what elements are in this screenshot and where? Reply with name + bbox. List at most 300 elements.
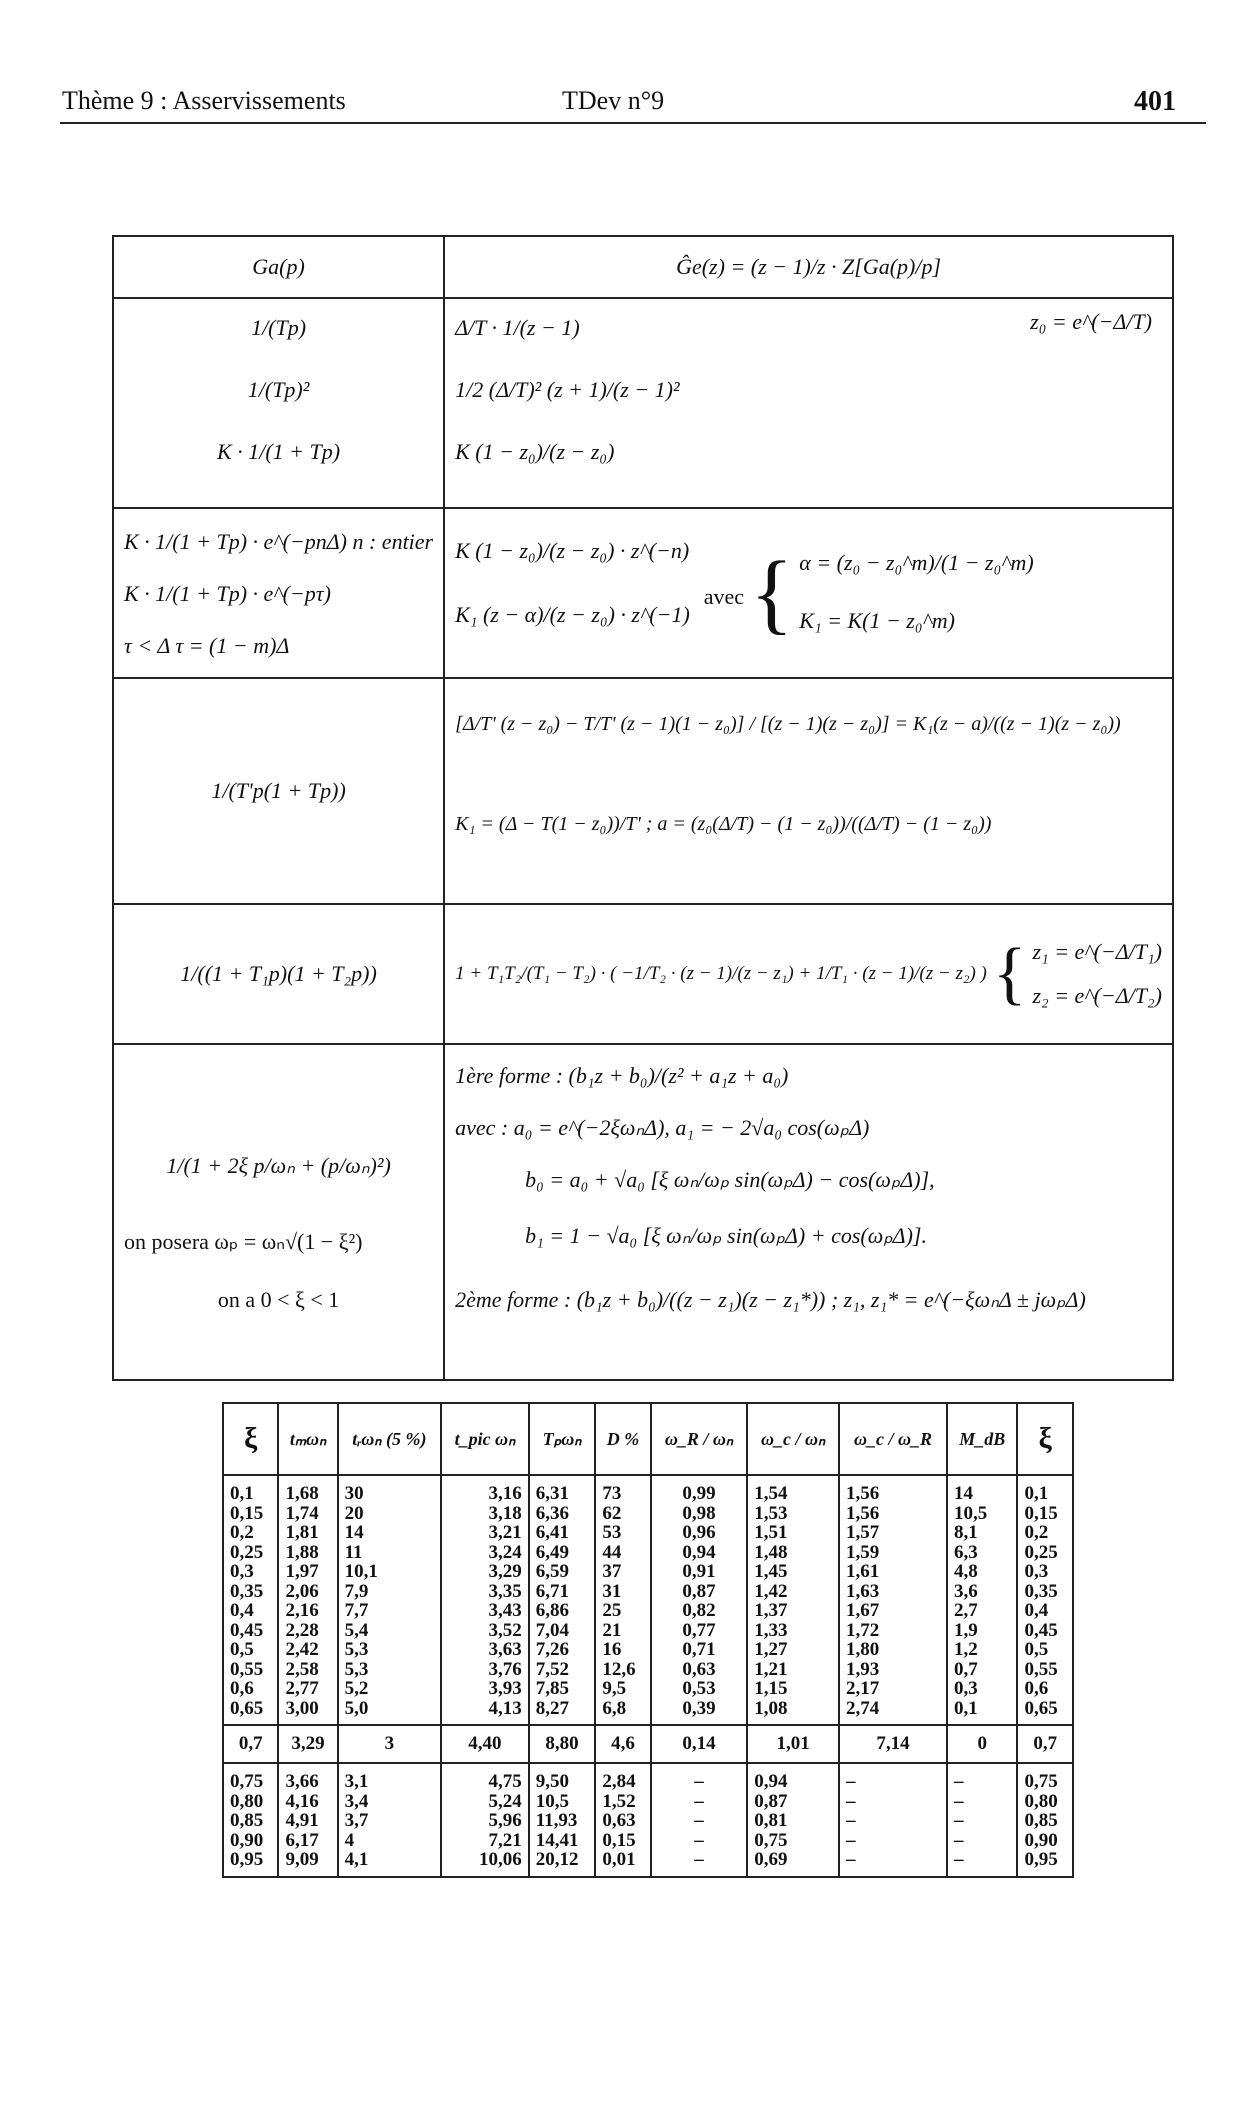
table-cell: 53 (602, 1522, 622, 1543)
table-cell: 1,51 (754, 1522, 788, 1543)
row1-r2: 1/2 (Δ/T)² (z + 1)/(z − 1)² (455, 377, 680, 402)
table-cell: 0,6 (1024, 1678, 1049, 1699)
table-cell: – (694, 1790, 704, 1812)
row2-l1: K · 1/(1 + Tp) · e^(−pnΔ) n : entier (124, 529, 434, 554)
table-cell: 0,99 (682, 1483, 716, 1504)
table-cell: 73 (602, 1483, 622, 1504)
table-cell: 3,35 (488, 1580, 522, 1602)
table-cell: 5,4 (344, 1619, 369, 1641)
second-order-response-table (222, 1402, 1074, 1878)
table-cell: 0,98 (682, 1502, 716, 1524)
table-cell: 0,87 (682, 1580, 716, 1602)
z1-definition: z₁ = e^(−Δ/T₁) (1032, 939, 1162, 964)
table-cell: – (954, 1829, 964, 1851)
row5-r3: b₀ = a₀ + √a₀ [ξ ωₙ/ωₚ sin(ωₚΔ) − cos(ωₚΔ)], (525, 1167, 935, 1192)
response-col-5 (595, 1763, 650, 1877)
table-cell: 9,09 (285, 1849, 319, 1870)
table-cell: 0,81 (754, 1810, 788, 1831)
response-col-1 (278, 1475, 337, 1725)
response-col-9 (947, 1475, 1017, 1725)
transform-row-5 (113, 1044, 1173, 1380)
table-cell: 0,4 (1024, 1600, 1049, 1621)
table-cell: – (694, 1849, 704, 1870)
table-cell: 4,1 (344, 1849, 369, 1870)
table-cell: 1,59 (846, 1541, 880, 1563)
table-cell: 0,90 (1024, 1829, 1058, 1851)
table-cell: 3,93 (488, 1678, 522, 1699)
table-cell: 1,93 (846, 1658, 880, 1680)
table-cell: 1,61 (846, 1561, 880, 1582)
table-cell: 0,94 (754, 1771, 788, 1792)
table-cell: 7,9 (344, 1580, 369, 1602)
table-cell: – (694, 1829, 704, 1851)
table-cell: 0,85 (1024, 1810, 1058, 1831)
table-cell: 0,90 (230, 1829, 264, 1851)
table-cell: – (846, 1829, 856, 1851)
response-col-7 (747, 1725, 839, 1763)
row5-r1: 1ère forme : (b₁z + b₀)/(z² + a₁z + a₀) (455, 1063, 789, 1088)
table-cell: 3,29 (291, 1733, 325, 1754)
table-cell: 0,1 (1024, 1483, 1049, 1504)
table-cell: 0,15 (230, 1502, 264, 1524)
table-cell: 8,1 (954, 1522, 978, 1543)
hdr-xi: ξ (223, 1403, 278, 1475)
table-cell: 2,7 (954, 1600, 978, 1621)
table-cell: 2,16 (285, 1600, 319, 1621)
table-cell: 0,63 (682, 1658, 716, 1680)
table-cell: 1,01 (776, 1733, 810, 1754)
table-cell: 0,15 (1024, 1502, 1058, 1524)
table-cell: – (694, 1810, 704, 1831)
table-cell: 5,3 (344, 1639, 369, 1660)
response-group-1 (223, 1475, 1073, 1725)
table-cell: 6,49 (535, 1541, 569, 1563)
table-cell: 0,7 (954, 1658, 978, 1680)
table-cell: 0,45 (230, 1619, 264, 1641)
table-cell: 0,3 (954, 1678, 978, 1699)
table-cell: 3,29 (488, 1561, 522, 1582)
transform-row-2 (113, 508, 1173, 678)
row5-r2: avec : a₀ = e^(−2ξωₙΔ), a₁ = − 2√a₀ cos(ωₚΔ) (455, 1115, 870, 1140)
table-cell: 14,41 (535, 1829, 579, 1851)
table-cell: 0,55 (1024, 1658, 1058, 1680)
table-cell: 1,21 (754, 1658, 788, 1680)
table-cell: 1,42 (754, 1580, 788, 1602)
table-cell: 5,2 (344, 1678, 369, 1699)
row2-left (113, 508, 444, 678)
table-cell: 3 (384, 1733, 395, 1754)
table-cell: 1,08 (754, 1697, 788, 1719)
table-cell: 3,1 (344, 1771, 369, 1792)
row3-r2: K₁ = (Δ − T(1 − z₀))/T' ; a = (z₀(Δ/T) − (1 − z₀))/((Δ/T) − (1 − z₀)) (455, 813, 992, 835)
table-cell: 20,12 (535, 1849, 579, 1870)
response-col-6 (651, 1725, 747, 1763)
table-cell: 12,6 (602, 1658, 636, 1680)
table-cell: 0,95 (1024, 1849, 1058, 1870)
table-cell: 7,04 (535, 1619, 569, 1641)
table-cell: 0,1 (954, 1697, 978, 1719)
table-cell: 0,3 (1024, 1561, 1049, 1582)
row4-right (444, 904, 1173, 1044)
table-cell: 14 (344, 1522, 364, 1543)
z-transform-table (112, 235, 1174, 1381)
response-group-3 (223, 1763, 1073, 1877)
table-cell: 0,87 (754, 1790, 788, 1812)
table-cell: 6,41 (535, 1522, 569, 1543)
response-col-9 (947, 1763, 1017, 1877)
response-col-6 (651, 1475, 747, 1725)
row4-r1: 1 + T₁T₂/(T₁ − T₂) · ( −1/T₂ · (z − 1)/(z − z₁) + 1/T₁ · (z − 1)/(z − z₂) ) (455, 963, 987, 984)
table-cell: 31 (602, 1580, 622, 1602)
row1-l1: 1/(Tp) (251, 315, 307, 340)
row3-r1: [Δ/T' (z − z₀) − T/T' (z − 1)(1 − z₀)] / [(z − 1)(z − z₀)] = K₁(z − a)/((z − 1)(z − z₀)) (455, 713, 1121, 735)
response-group-2 (223, 1725, 1073, 1763)
table-cell: 6,59 (535, 1561, 569, 1582)
curly-brace: { (750, 544, 794, 643)
table-cell: 0,3 (230, 1561, 254, 1582)
table-cell: 0,2 (230, 1522, 254, 1543)
table-cell: 6,17 (285, 1829, 319, 1851)
row1-left (113, 298, 444, 508)
response-col-3 (441, 1725, 529, 1763)
table-cell: 0,80 (1024, 1790, 1058, 1812)
row5-right (444, 1044, 1173, 1380)
table-cell: 1,33 (754, 1619, 788, 1641)
table-cell: 1,68 (285, 1483, 319, 1504)
response-col-2 (338, 1725, 442, 1763)
response-col-8 (839, 1475, 947, 1725)
table-cell: 1,63 (846, 1580, 880, 1602)
transform-row-1 (113, 298, 1173, 508)
table-cell: 1,80 (846, 1639, 880, 1660)
table-cell: 1,67 (846, 1600, 880, 1621)
table-cell: 0,94 (682, 1541, 716, 1563)
response-col-3 (441, 1763, 529, 1877)
row2-r1: K (1 − z₀)/(z − z₀) · z^(−n) (455, 538, 690, 563)
table-cell: 0,95 (230, 1849, 264, 1870)
table-cell: 0,6 (230, 1678, 254, 1699)
table-cell: – (954, 1771, 964, 1792)
row1-l3: K · 1/(1 + Tp) (217, 439, 341, 464)
table-cell: 1,15 (754, 1678, 788, 1699)
table-cell: 6,3 (954, 1541, 978, 1563)
table-cell: 14 (954, 1483, 974, 1504)
handwritten-note: ; z₁, z₁* = e^(−ξωₙΔ ± jωₚΔ) (830, 1287, 1086, 1312)
z0-definition: z₀ = e^(−Δ/T) (1030, 309, 1152, 334)
table-cell: 0,2 (1024, 1522, 1049, 1543)
table-cell: 0,5 (230, 1639, 254, 1660)
table-cell: 1,56 (846, 1483, 880, 1504)
table-cell: 2,17 (846, 1678, 880, 1699)
table-cell: 1,97 (285, 1561, 319, 1582)
table-cell: 4,16 (285, 1790, 319, 1812)
table-cell: 0,4 (230, 1600, 254, 1621)
table-cell: 0,96 (682, 1522, 716, 1543)
table-cell: – (846, 1810, 856, 1831)
response-col-1 (278, 1763, 337, 1877)
table-cell: 4,13 (488, 1697, 522, 1719)
response-col-1 (278, 1725, 337, 1763)
row5-r4: b₁ = 1 − √a₀ [ξ ωₙ/ωₚ sin(ωₚΔ) + cos(ωₚΔ)]. (525, 1223, 927, 1248)
row5-left (113, 1044, 444, 1380)
table-cell: 0,7 (1033, 1733, 1058, 1754)
table-cell: 37 (602, 1561, 622, 1582)
row5-l3: on a 0 < ξ < 1 (217, 1287, 340, 1312)
table-cell: 3,24 (488, 1541, 522, 1563)
table-cell: 1,53 (754, 1502, 788, 1524)
table-cell: 6,8 (602, 1697, 627, 1719)
table-cell: 1,81 (285, 1522, 319, 1543)
table-cell: 10,06 (478, 1849, 522, 1870)
avec-label: avec (703, 584, 745, 609)
response-col-0 (223, 1475, 278, 1725)
table-cell: 1,2 (954, 1639, 978, 1660)
table-cell: – (846, 1790, 856, 1812)
table-cell: 1,52 (602, 1790, 636, 1812)
table-cell: 4,75 (488, 1771, 522, 1792)
row1-r1: Δ/T · 1/(z − 1) (455, 315, 580, 340)
table-cell: 0,55 (230, 1658, 264, 1680)
response-col-10 (1017, 1475, 1073, 1725)
second-form: 2ème forme : (b₁z + b₀)/((z − z₁)(z − z₁*)) (455, 1287, 826, 1312)
table-cell: 0,14 (682, 1733, 716, 1754)
table-cell: 0,35 (230, 1580, 264, 1602)
table-cell: 30 (344, 1483, 364, 1504)
table-cell: 1,48 (754, 1541, 788, 1563)
table-cell: 4,8 (954, 1561, 978, 1582)
table-cell: 7,52 (535, 1658, 569, 1680)
table-cell: 0,25 (230, 1541, 264, 1563)
hdr-tr: tᵣωₙ (5 %) (338, 1403, 442, 1475)
response-col-2 (338, 1763, 442, 1877)
table-cell: 7,7 (344, 1600, 369, 1621)
table-cell: 0,5 (1024, 1639, 1049, 1660)
row5-l2: on posera ωₚ = ωₙ√(1 − ξ²) (124, 1229, 363, 1254)
row2-l2: K · 1/(1 + Tp) · e^(−pτ) (124, 581, 331, 606)
col-header-ga: Ga(p) (113, 236, 444, 298)
response-col-4 (529, 1763, 596, 1877)
response-col-10 (1017, 1763, 1073, 1877)
table-cell: 6,31 (535, 1483, 569, 1504)
table-cell: 0,65 (230, 1697, 264, 1719)
table-cell: 1,54 (754, 1483, 788, 1504)
table-cell: – (846, 1771, 856, 1792)
table-cell: 0,71 (682, 1639, 716, 1660)
table-cell: 44 (602, 1541, 622, 1563)
table-cell: 0,7 (238, 1733, 263, 1754)
table-cell: 6,71 (535, 1580, 569, 1602)
table-cell: 10,5 (535, 1790, 569, 1812)
alpha-definition: α = (z₀ − z₀^m)/(1 − z₀^m) (799, 550, 1034, 575)
table-cell: 0,69 (754, 1849, 788, 1870)
table-cell: 2,42 (285, 1639, 319, 1660)
table-cell: 4,91 (285, 1810, 319, 1831)
table-cell: 0,35 (1024, 1580, 1058, 1602)
table-cell: 5,0 (344, 1697, 369, 1719)
table-cell: 0,45 (1024, 1619, 1058, 1641)
response-col-9 (947, 1725, 1017, 1763)
table-cell: 3,00 (285, 1697, 319, 1719)
table-cell: 2,06 (285, 1580, 319, 1602)
table-cell: 6,86 (535, 1600, 569, 1621)
response-col-6 (651, 1763, 747, 1877)
table-cell: 1,27 (754, 1639, 788, 1660)
page-number: 401 (1134, 86, 1176, 117)
response-col-8 (839, 1725, 947, 1763)
hdr-wr-wn: ω_R / ωₙ (651, 1403, 747, 1475)
row4-left: 1/((1 + T₁p)(1 + T₂p)) (113, 904, 444, 1044)
table-cell: – (954, 1790, 964, 1812)
row3-right (444, 678, 1173, 904)
table-cell: 3,16 (488, 1483, 522, 1504)
transform-row-3 (113, 678, 1173, 904)
response-table-body (223, 1475, 1073, 1877)
table-cell: 6,36 (535, 1502, 569, 1524)
table-cell: 5,3 (344, 1658, 369, 1680)
response-col-5 (595, 1725, 650, 1763)
row2-r2: K₁ (z − α)/(z − z₀) · z^(−1) (455, 602, 690, 627)
response-col-10 (1017, 1725, 1073, 1763)
row5-l1: 1/(1 + 2ξ p/ωₙ + (p/ωₙ)²) (166, 1153, 391, 1178)
row2-right (444, 508, 1173, 678)
table-cell: 5,96 (488, 1810, 522, 1831)
table-cell: 8,27 (535, 1697, 569, 1719)
transform-row-4 (113, 904, 1173, 1044)
curly-brace-2: { (992, 935, 1027, 1012)
response-col-2 (338, 1475, 442, 1725)
table-cell: 1,37 (754, 1600, 788, 1621)
hdr-wc-wn: ω_c / ωₙ (747, 1403, 839, 1475)
table-cell: 2,74 (846, 1697, 880, 1719)
table-cell: 0,39 (682, 1697, 716, 1719)
row1-l2: 1/(Tp)² (247, 377, 310, 402)
header-exercise: TDev n°9 (562, 86, 665, 115)
response-col-0 (223, 1725, 278, 1763)
table-cell: 0,75 (754, 1829, 788, 1851)
table-cell: – (846, 1849, 856, 1870)
table-cell: 3,43 (488, 1600, 522, 1621)
response-col-4 (529, 1475, 596, 1725)
hdr-wc-wr: ω_c / ω_R (839, 1403, 947, 1475)
table-cell: 10,1 (344, 1561, 378, 1582)
table-cell: 2,28 (285, 1619, 319, 1641)
hdr-tm: tₘωₙ (278, 1403, 337, 1475)
table-cell: 1,45 (754, 1561, 788, 1582)
col-header-ge: Ĝe(z) = (z − 1)/z · Z[Ga(p)/p] (444, 236, 1173, 298)
table-cell: 0,82 (682, 1600, 716, 1621)
table-cell: 7,21 (488, 1829, 522, 1851)
table-cell: 0,1 (230, 1483, 254, 1504)
table-cell: 7,85 (535, 1678, 569, 1699)
table-cell: 4,40 (468, 1733, 502, 1754)
table-cell: – (954, 1849, 964, 1870)
table-cell: 0,75 (1024, 1771, 1058, 1792)
table-cell: 11,93 (535, 1810, 578, 1831)
table-cell: 10,5 (954, 1502, 988, 1524)
table-cell: 1,57 (846, 1522, 880, 1543)
hdr-xi-right: ξ (1017, 1403, 1073, 1475)
table-cell: 25 (602, 1600, 622, 1621)
header-theme: Thème 9 : Asservissements (62, 86, 346, 115)
table-cell: 3,21 (488, 1522, 522, 1543)
table-cell: 3,4 (344, 1790, 369, 1812)
table-cell: 1,74 (285, 1502, 319, 1524)
hdr-mdb: M_dB (947, 1403, 1017, 1475)
table-cell: 0,75 (230, 1771, 264, 1792)
table-cell: 3,63 (488, 1639, 522, 1660)
table-cell: 0,25 (1024, 1541, 1058, 1563)
table-cell: 9,50 (535, 1771, 569, 1792)
response-col-4 (529, 1725, 596, 1763)
table-cell: 3,18 (488, 1502, 522, 1524)
table-cell: 3,66 (285, 1771, 319, 1792)
table-cell: 5,24 (488, 1790, 522, 1812)
table-cell: 2,77 (285, 1678, 319, 1699)
response-col-0 (223, 1763, 278, 1877)
table-cell: 0,15 (602, 1829, 636, 1851)
table-cell: 0,63 (602, 1810, 636, 1831)
table-cell: – (694, 1771, 704, 1792)
table-cell: 0,77 (682, 1619, 716, 1641)
table-cell: 0,80 (230, 1790, 264, 1812)
table-cell: – (954, 1810, 964, 1831)
table-cell: 0,91 (682, 1561, 716, 1582)
response-col-7 (747, 1475, 839, 1725)
table-cell: 0,53 (682, 1678, 716, 1699)
response-header-row (223, 1403, 1073, 1475)
row1-r3: K (1 − z₀)/(z − z₀) (455, 439, 615, 464)
table-cell: 7,26 (535, 1639, 569, 1660)
table-cell: 3,52 (488, 1619, 522, 1641)
hdr-tpic: t_pic ωₙ (441, 1403, 529, 1475)
row2-l3: τ < Δ τ = (1 − m)Δ (124, 633, 290, 658)
response-col-7 (747, 1763, 839, 1877)
table-cell: 2,58 (285, 1658, 319, 1680)
response-col-5 (595, 1475, 650, 1725)
table-cell: 8,80 (545, 1733, 579, 1754)
table-cell: 1,88 (285, 1541, 319, 1563)
z2-definition: z₂ = e^(−Δ/T₂) (1032, 983, 1162, 1008)
table-cell: 62 (602, 1502, 622, 1524)
table-cell: 3,6 (954, 1580, 978, 1602)
table-cell: 2,84 (602, 1771, 636, 1792)
table-cell: 20 (344, 1502, 364, 1524)
table-cell: 9,5 (602, 1678, 627, 1699)
table-cell: 16 (602, 1639, 622, 1660)
table-cell: 1,9 (954, 1619, 978, 1641)
table-cell: 3,7 (344, 1810, 369, 1831)
transform-header-row (113, 236, 1173, 298)
hdr-d: D % (595, 1403, 650, 1475)
table-cell: 11 (344, 1541, 363, 1563)
k1-definition: K₁ = K(1 − z₀^m) (799, 608, 955, 633)
table-cell: 21 (602, 1619, 622, 1641)
row3-left: 1/(T'p(1 + Tp)) (113, 678, 444, 904)
hdr-tp: Tₚωₙ (529, 1403, 596, 1475)
table-cell: 0,65 (1024, 1697, 1058, 1719)
response-col-3 (441, 1475, 529, 1725)
table-cell: 0,85 (230, 1810, 264, 1831)
table-cell: 0 (977, 1733, 987, 1754)
table-cell: 4,6 (611, 1733, 635, 1754)
table-cell: 1,72 (846, 1619, 880, 1641)
table-cell: 1,56 (846, 1502, 880, 1524)
row5-r5 (455, 1285, 1162, 1315)
table-cell: 3,76 (488, 1658, 522, 1680)
header-rule (60, 122, 1206, 124)
row1-right (444, 298, 1173, 508)
table-cell: 7,14 (876, 1733, 910, 1754)
